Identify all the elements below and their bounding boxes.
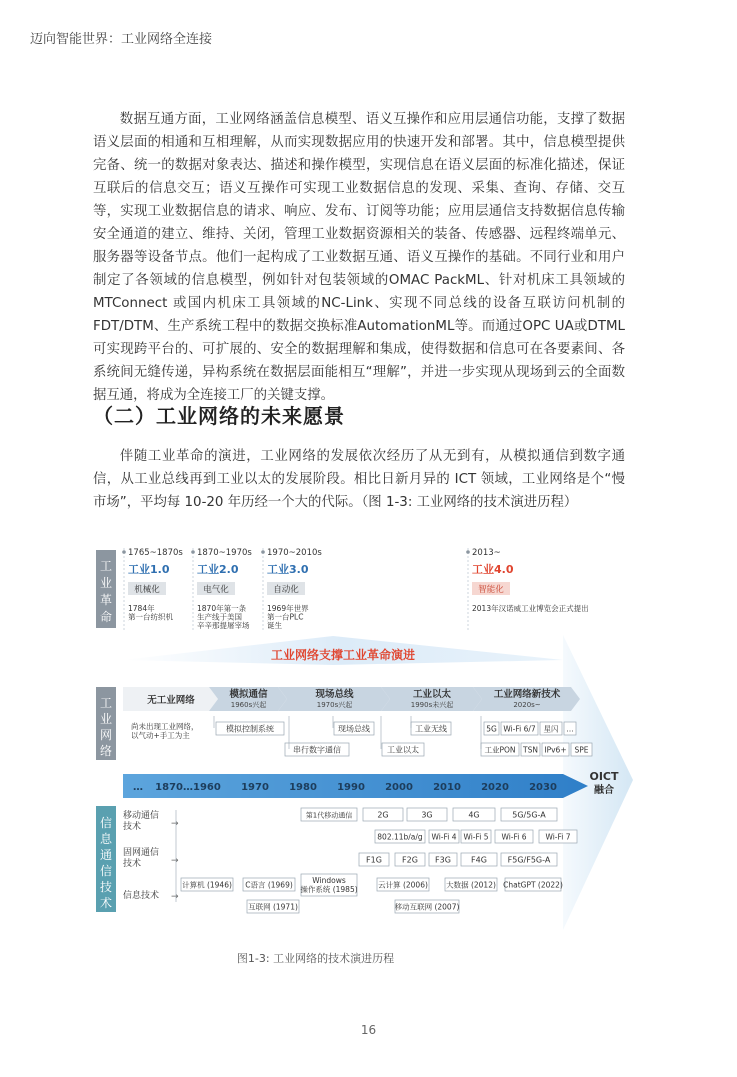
revolution-years: 1870~1970s [197, 548, 252, 558]
svg-text:→: → [171, 856, 179, 866]
revolution-name: 工业1.0 [128, 563, 170, 576]
fixed-gen-2 [395, 853, 425, 866]
it-computer [181, 878, 233, 891]
svg-text:Wi-Fi 6: Wi-Fi 6 [501, 832, 527, 842]
timeline-label: 1870…1960 [155, 782, 221, 793]
no-network-note-1: 尚未出现工业网络， [131, 722, 199, 731]
timeline-label: 2000 [385, 782, 413, 793]
era-1 [123, 687, 218, 711]
fixed-gen-3 [429, 853, 457, 866]
timeline-label: 2010 [433, 782, 461, 793]
mobile-gen-5 [501, 808, 557, 821]
revolution-note: 1969年世界 [267, 604, 309, 613]
tech-serial-digital [285, 743, 349, 756]
svg-text:操作系统 (1985): 操作系统 (1985) [300, 885, 358, 894]
svg-text:TSN: TSN [523, 745, 538, 755]
svg-text:F3G: F3G [435, 855, 451, 865]
ict-side-label: 信息通信技术 [99, 816, 113, 910]
era-start: 2020s~ [513, 701, 541, 709]
svg-text:5G: 5G [486, 724, 497, 734]
era-start: 1990s未兴起 [410, 701, 454, 709]
mobile-gen-3 [407, 808, 447, 821]
timeline-label: … [133, 782, 143, 793]
revolution-name: 工业3.0 [267, 563, 309, 576]
svg-text:→: → [171, 819, 179, 829]
tech-new-2 [501, 722, 538, 735]
revolution-4 [466, 548, 588, 632]
svg-text:3G: 3G [421, 810, 433, 820]
revolution-2 [191, 548, 252, 632]
era-4 [381, 687, 482, 711]
ict-category-3 [123, 889, 179, 902]
svg-text:移动互联网 (2007): 移动互联网 (2007) [394, 902, 460, 912]
svg-text:互联网 (1971): 互联网 (1971) [248, 902, 298, 912]
revolution-name: 工业4.0 [472, 563, 514, 576]
svg-text:Windows: Windows [312, 876, 346, 885]
timeline-label: 1970 [241, 782, 269, 793]
wifi-1 [375, 830, 425, 843]
era-name: 无工业网络 [147, 695, 195, 706]
svg-text:F4G: F4G [471, 855, 487, 865]
svg-text:工业以太: 工业以太 [387, 745, 419, 755]
svg-text:工业PON: 工业PON [484, 745, 516, 755]
wifi-2 [429, 830, 459, 843]
revolution-tag: 机械化 [134, 585, 160, 595]
tech-fieldbus [334, 722, 374, 735]
revolution-note: 第一台纺织机 [128, 612, 173, 622]
revolution-note: 1870年第一条 [197, 604, 247, 613]
revolution-note: 辛辛那提屠宰场 [197, 621, 250, 630]
mobile-1g [301, 808, 357, 821]
svg-text:大数据 (2012): 大数据 (2012) [446, 880, 496, 890]
revolution-tag: 智能化 [478, 585, 504, 595]
tech-new-row2-1 [481, 743, 519, 756]
fixed-gen-1 [359, 853, 389, 866]
revolution-note: 生产线于美国 [197, 612, 242, 622]
svg-text:Wi-Fi 7: Wi-Fi 7 [545, 832, 571, 842]
network-side-label: 工业网络 [99, 696, 113, 758]
revolution-years: 2013~ [472, 548, 501, 558]
tech-new-row2-3 [542, 743, 569, 756]
era-name: 工业以太 [412, 689, 452, 700]
svg-text:计算机 (1946): 计算机 (1946) [182, 880, 232, 890]
tech-new-row2-2 [521, 743, 540, 756]
svg-text:工业无线: 工业无线 [415, 724, 447, 734]
it-big-data [445, 878, 497, 891]
tech-industrial-ethernet [382, 743, 424, 756]
svg-text:星闪: 星闪 [543, 724, 559, 734]
svg-text:云计算 (2006): 云计算 (2006) [378, 880, 428, 890]
mobile-gen-4 [453, 808, 495, 821]
it-chatgpt [503, 878, 563, 891]
ict-category-1 [123, 809, 179, 832]
it-c-language [243, 878, 295, 891]
revolution-years: 1970~2010s [267, 548, 322, 558]
era-name: 工业网络新技术 [493, 689, 561, 700]
era-start: 1960s兴起 [230, 701, 267, 709]
revolution-side-label: 工业革命 [99, 559, 113, 624]
svg-text:…: … [566, 724, 574, 734]
timeline-label: 1990 [337, 782, 365, 793]
banner-text: 工业网络支撑工业革命演进 [270, 648, 416, 662]
svg-text:IPv6+: IPv6+ [544, 745, 567, 755]
revolution-1 [122, 548, 183, 632]
page-number: 16 [360, 1023, 377, 1037]
tech-new-row2-4 [571, 743, 592, 756]
svg-text:SPE: SPE [574, 745, 589, 755]
ict-category-2 [123, 846, 179, 869]
svg-text:F5G/F5G-A: F5G/F5G-A [507, 855, 551, 865]
svg-text:F1G: F1G [366, 855, 382, 865]
paragraph-network-evolution: 伴随工业革命的演进，工业网络的发展依次经历了从无到有，从模拟通信到数字通信，从工业总线再到工业以太的发展阶段。相比日新月异的 ICT 领域，工业网络是个“慢市场”，平均每 10-20 年历经一个大的代际。（图 1-3: 工业网络的技术演进历程） [93, 449, 625, 510]
figure-network-evolution [93, 540, 633, 940]
svg-text:技术: 技术 [123, 859, 142, 869]
fixed-gen-5 [501, 853, 557, 866]
era-2 [209, 687, 287, 711]
it-mobile-internet [395, 900, 460, 913]
it-internet [247, 900, 299, 913]
mobile-gen-2 [363, 808, 403, 821]
timeline-label: 2030 [529, 782, 557, 793]
tech-new-4 [564, 722, 576, 735]
svg-text:802.11b/a/g: 802.11b/a/g [377, 832, 423, 842]
revolution-tag: 电气化 [203, 585, 229, 595]
oict-label-1: OICT [589, 770, 619, 783]
svg-text:模拟控制系统: 模拟控制系统 [226, 724, 274, 734]
wifi-4 [495, 830, 533, 843]
revolution-note: 1784年 [128, 604, 155, 613]
svg-text:现场总线: 现场总线 [338, 724, 370, 734]
no-network-note-2: 以气动+手工为主 [131, 731, 190, 740]
running-header: 迈向智能世界：工业网络全连接 [30, 32, 213, 47]
oict-label-2: 融合 [594, 785, 614, 796]
timeline-label: 1980 [289, 782, 317, 793]
timeline-label: 2020 [481, 782, 509, 793]
section-title: （二）工业网络的未来愿景 [93, 404, 345, 428]
revolution-tag: 自动化 [273, 585, 299, 595]
era-3 [278, 687, 390, 711]
tech-industrial-wireless [411, 722, 451, 735]
svg-text:F2G: F2G [402, 855, 418, 865]
tech-new-1 [484, 722, 499, 735]
it-cloud [377, 878, 429, 891]
tech-analog-control [216, 722, 284, 735]
tech-new-3 [540, 722, 562, 735]
revolution-note: 2013年汉诺威工业博览会正式提出 [472, 604, 589, 613]
paragraph-data-interoperability: 数据互通方面，工业网络涵盖信息模型、语义互操作和应用层通信功能，支撑了数据语义层面的相通和互相理解，从而实现数据应用的快速开发和部署。其中，信息模型提供完备、统一的数据对象表达、描述和操作模型，实现信息在语义层面的标准化描述，保证互联后的信息交互；语义互操作可实现工业数据信息的发现、采集、查询、存储、交互等，实现工业数据信息的请求、响应、发布、订阅等功能；应用层通信支持数据信息传输安全通道的建立、维持、关闭，管理工业数据资源相关的装备、传感器、远程终端单元、服务器等设备节点。他们一起构成了工业数据互通、语义互操作的基础。不同行业和用户制定了各领域的信息模型，例如针对包装领域的OMAC PackML、针对机床工具领域的MTConnect 或国内机床工具领域的NC-Link、实现不同总线的设备互联访问机制的FDT/DTM、生产系统工程中的数据交换标准AutomationML等。而通过OPC UA或DTML可实现跨平台的、可扩展的、安全的数据理解和集成，使得数据和信息可在各要素间、各系统间无缝传递，异构系统在数据层面能相互“理解”，并进一步实现从现场到云的全面数据互通，将成为全连接工厂的关键支撑。 [93, 112, 625, 403]
era-5 [473, 687, 580, 711]
svg-text:固网通信: 固网通信 [123, 848, 160, 858]
svg-text:Wi-Fi 6/7: Wi-Fi 6/7 [503, 724, 536, 734]
era-start: 1970s兴起 [316, 701, 353, 709]
era-name: 模拟通信 [229, 689, 268, 700]
svg-text:第1代移动通信: 第1代移动通信 [305, 811, 353, 820]
svg-text:C语言 (1969): C语言 (1969) [245, 880, 293, 890]
svg-text:ChatGPT (2022): ChatGPT (2022) [503, 880, 563, 890]
revolution-name: 工业2.0 [197, 563, 239, 576]
revolution-years: 1765~1870s [128, 548, 183, 558]
fixed-gen-4 [461, 853, 497, 866]
revolution-3 [261, 548, 322, 632]
wifi-5 [539, 830, 577, 843]
wifi-3 [461, 830, 491, 843]
svg-text:Wi-Fi 5: Wi-Fi 5 [463, 832, 489, 842]
it-windows [300, 874, 357, 896]
svg-text:串行数字通信: 串行数字通信 [293, 745, 341, 755]
svg-text:移动通信: 移动通信 [123, 811, 160, 821]
svg-text:技术: 技术 [123, 822, 142, 832]
revolution-note: 诞生 [267, 621, 282, 630]
svg-text:Wi-Fi 4: Wi-Fi 4 [431, 832, 457, 842]
svg-text:5G/5G-A: 5G/5G-A [512, 810, 546, 820]
revolution-note: 第一台PLC [267, 612, 304, 622]
figure-caption: 图1-3: 工业网络的技术演进历程 [236, 952, 395, 965]
svg-text:4G: 4G [468, 810, 480, 820]
svg-text:→: → [171, 892, 179, 902]
svg-text:信息技术: 信息技术 [123, 891, 160, 901]
era-name: 现场总线 [315, 689, 354, 700]
svg-text:2G: 2G [377, 810, 389, 820]
